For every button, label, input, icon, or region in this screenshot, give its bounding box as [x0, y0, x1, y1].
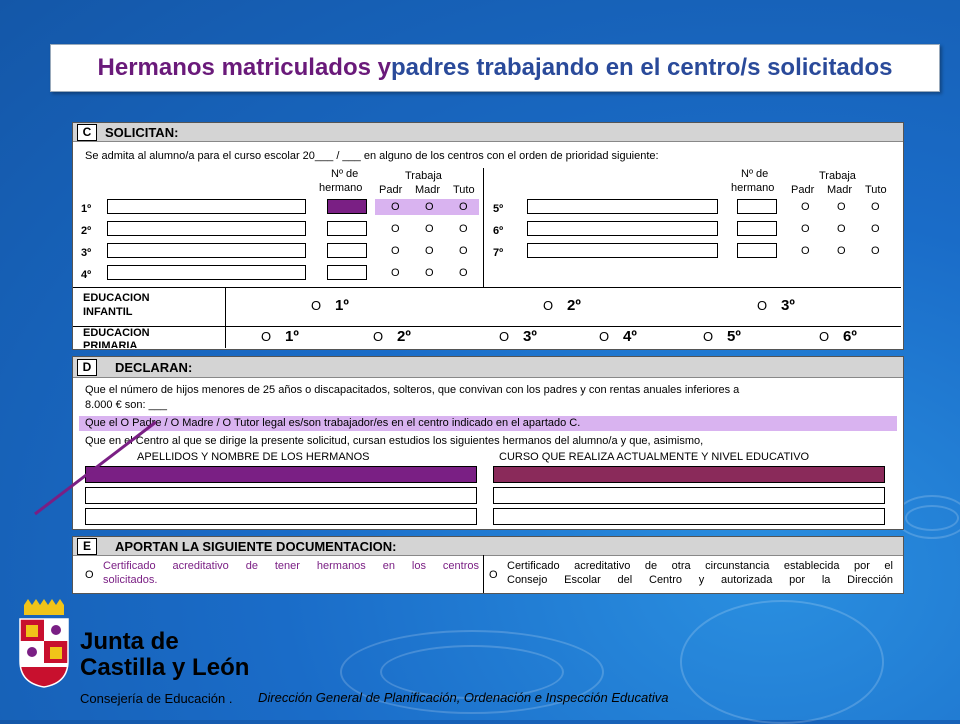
infantil-radio-1[interactable]: O [311, 298, 322, 313]
madre-radio-5[interactable]: O [837, 201, 846, 213]
junta-logo-text: Junta de [80, 628, 179, 655]
col-madr-header: Madr [415, 184, 441, 196]
primaria-radio-5[interactable]: O [703, 329, 714, 344]
col-padr-header: Padr [379, 184, 403, 196]
infantil-option-2: 2º [567, 297, 581, 314]
primaria-radio-2[interactable]: O [373, 329, 384, 344]
padre-radio-2[interactable]: O [391, 223, 400, 235]
primaria-label: EDUCACION [83, 327, 150, 339]
madre-radio-6[interactable]: O [837, 223, 846, 235]
section-e-form [72, 536, 904, 594]
primaria-option-1: 1º [285, 328, 299, 345]
section-heading: APORTAN LA SIGUIENTE DOCUMENTACION: [115, 539, 397, 554]
row-label: 6º [493, 225, 504, 237]
primaria-option-4: 4º [623, 328, 637, 345]
declaration-hijos: Que el número de hijos menores de 25 años o discapacitados, solteros, que convivan con los padres y con rentas anuales inferiores a [85, 384, 740, 396]
primaria-option-3: 3º [523, 328, 537, 345]
col-trabaja-header: Trabaja [405, 170, 442, 182]
infantil-option-3: 3º [781, 297, 795, 314]
hermanos-col-header: APELLIDOS Y NOMBRE DE LOS HERMANOS [137, 451, 370, 463]
primaria-radio-6[interactable]: O [819, 329, 830, 344]
infantil-radio-2[interactable]: O [543, 298, 554, 313]
infantil-label-2: INFANTIL [83, 306, 133, 318]
tutor-radio-6[interactable]: O [871, 223, 880, 235]
madre-radio-3[interactable]: O [425, 245, 434, 257]
primaria-option-5: 5º [727, 328, 741, 345]
tutor-radio-2[interactable]: O [459, 223, 468, 235]
padre-radio-3[interactable]: O [391, 245, 400, 257]
padre-radio-5[interactable]: O [801, 201, 810, 213]
row-label: 2º [81, 225, 92, 237]
primaria-radio-3[interactable]: O [499, 329, 510, 344]
doc-hermanos-radio[interactable]: O [85, 569, 94, 581]
tutor-radio-5[interactable]: O [871, 201, 880, 213]
row-label: 3º [81, 247, 92, 259]
primaria-option-2: 2º [397, 328, 411, 345]
section-e-header [73, 537, 903, 556]
row-label: 1º [81, 203, 92, 215]
section-heading: SOLICITAN: [105, 125, 179, 140]
tutor-radio-3[interactable]: O [459, 245, 468, 257]
madre-radio-2[interactable]: O [425, 223, 434, 235]
col-trabaja-header-right: Trabaja [819, 170, 856, 182]
madre-radio-7[interactable]: O [837, 245, 846, 257]
section-c-intro: Se admita al alumno/a para el curso escolar 20___ / ___ en alguno de los centros con el orden de prioridad siguiente: [85, 150, 659, 162]
primaria-radio-1[interactable]: O [261, 329, 272, 344]
doc-otra-text: Certificado acreditativo de otra circunstancia establecida por el [507, 560, 893, 572]
doc-hermanos-text: Certificado acreditativo de tener hermanos en los centros [103, 560, 479, 572]
section-heading: DECLARAN: [115, 360, 193, 375]
infantil-radio-3[interactable]: O [757, 298, 768, 313]
consejeria-text: Consejería de Educación . [80, 691, 233, 706]
col-madr-header-right: Madr [827, 184, 853, 196]
padre-radio-4[interactable]: O [391, 267, 400, 279]
doc-otra-text-2: Consejo Escolar del Centro y autorizada por la Dirección [507, 574, 893, 586]
tutor-radio-7[interactable]: O [871, 245, 880, 257]
row-label: 5º [493, 203, 504, 215]
primaria-option-6: 6º [843, 328, 857, 345]
row-label: 4º [81, 269, 92, 281]
primaria-radio-4[interactable]: O [599, 329, 610, 344]
col-tuto-header-right: Tuto [865, 184, 887, 196]
direccion-text: Dirección General de Planificación, Ordenación e Inspección Educativa [258, 690, 669, 705]
junta-logo-text-2: Castilla y León [80, 654, 250, 681]
title-part-2: padres trabajando en el centro/s solicitados [390, 54, 893, 81]
padre-radio-1[interactable]: O [391, 201, 400, 213]
infantil-option-1: 1º [335, 297, 349, 314]
madre-radio-4[interactable]: O [425, 267, 434, 279]
section-letter: C [77, 124, 97, 141]
padre-radio-7[interactable]: O [801, 245, 810, 257]
title-part-1: Hermanos matriculados y [97, 54, 391, 81]
col-padr-header-right: Padr [791, 184, 815, 196]
madre-radio-1[interactable]: O [425, 201, 434, 213]
declaration-hermanos: Que en el Centro al que se dirige la presente solicitud, cursan estudios los siguientes hermanos del alumno/a y que, asimismo, [85, 435, 704, 447]
tutor-radio-1[interactable]: O [459, 201, 468, 213]
primaria-label-2: PRIMARIA [83, 340, 138, 348]
col-hermano-header: Nº de [331, 168, 359, 180]
castilla-leon-crest [16, 597, 72, 689]
section-letter: E [77, 538, 97, 555]
infantil-label: EDUCACION [83, 292, 150, 304]
declaration-trabajador-text[interactable]: Que el O Padre / O Madre / O Tutor legal es/son trabajador/es en el centro indicado en el apartado C. [85, 417, 581, 429]
divider [483, 555, 484, 593]
doc-otra-radio[interactable]: O [489, 569, 498, 581]
col-hermano-header-right-2: hermano [731, 182, 775, 194]
padre-radio-6[interactable]: O [801, 223, 810, 235]
declaration-hijos-2: 8.000 € son: ___ [85, 399, 167, 411]
tutor-radio-4[interactable]: O [459, 267, 468, 279]
col-hermano-header-right: Nº de [741, 168, 769, 180]
col-hermano-header-2: hermano [319, 182, 363, 194]
doc-hermanos-text-2: solicitados. [103, 574, 158, 586]
curso-col-header: CURSO QUE REALIZA ACTUALMENTE Y NIVEL EDUCATIVO [499, 451, 810, 463]
section-letter: D [77, 359, 97, 376]
row-label: 7º [493, 247, 504, 259]
col-tuto-header: Tuto [453, 184, 475, 196]
